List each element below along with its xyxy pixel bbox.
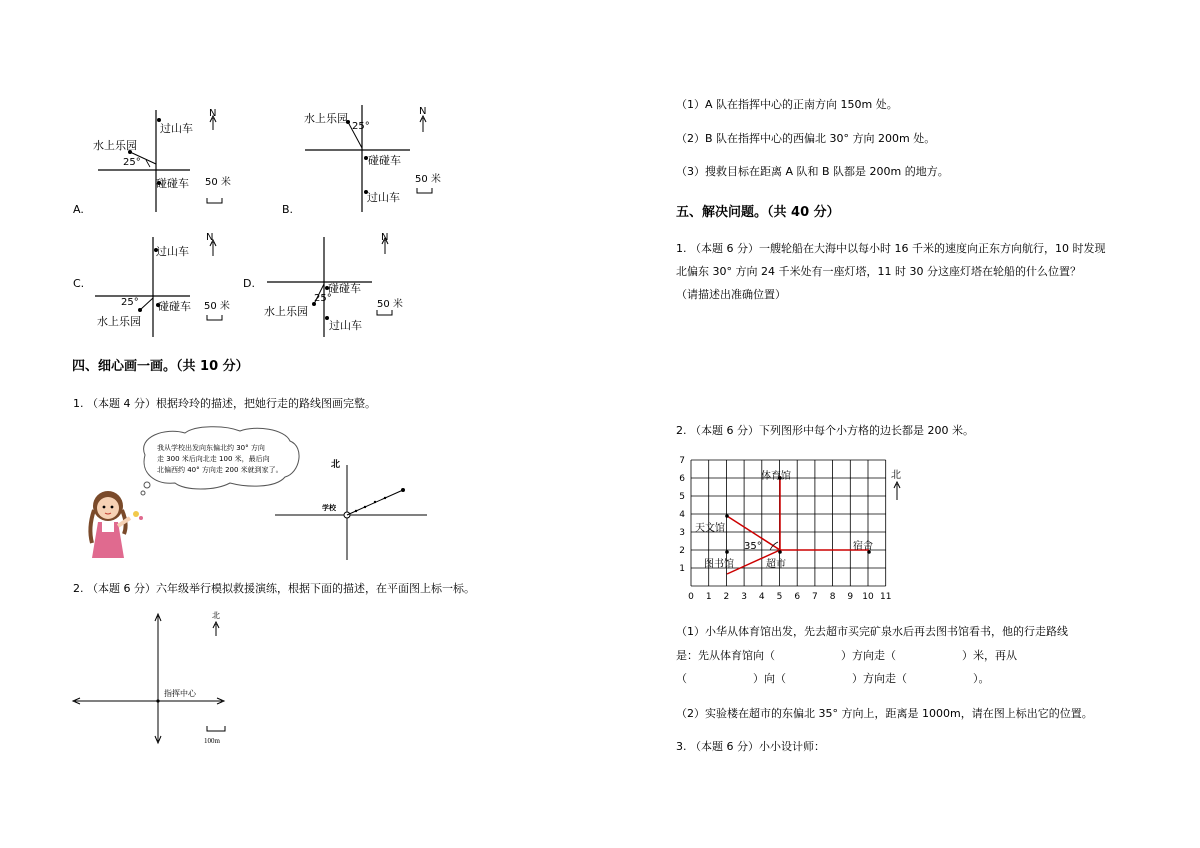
problem-1-line-2: 北偏东 30° 方向 24 千米处有一座灯塔，11 时 30 分这座灯塔在轮船的什么位置？	[676, 265, 1081, 278]
x-tick-label: 10	[862, 592, 874, 602]
x-tick-label: 2	[723, 592, 730, 602]
diagram-c-scale: 50 米	[204, 301, 230, 312]
diagram-a-bottom-label: 碰碰车	[156, 177, 189, 190]
x-tick-label: 7	[812, 592, 818, 602]
diagram-b-north: N	[419, 106, 427, 117]
bubble-line-1: 我从学校出发向东偏北约 30° 方向	[157, 444, 265, 452]
diagram-d-scale: 50 米	[377, 299, 403, 310]
x-tick-label: 4	[758, 592, 765, 602]
x-tick-label: 11	[879, 592, 892, 602]
question-4-1: 1. （本题 4 分）根据玲玲的描述，把她行走的路线图画完整。	[73, 397, 376, 410]
x-tick-label: 5	[776, 592, 783, 602]
x-tick-label: 9	[847, 592, 854, 602]
diagram-a-top-label: 过山车	[160, 122, 193, 135]
item-3: （3）搜救目标在距离 A 队和 B 队都是 200m 的地方。	[676, 165, 949, 178]
problem-3-text: 3. （本题 6 分）小小设计师：	[676, 740, 825, 753]
diagram-c-angle: 25°	[121, 297, 139, 308]
problem-2-sub2: （2）实验楼在超市的东偏北 35° 方向上，距离是 1000m，请在图上标出它的位置。	[676, 707, 1093, 720]
grid-north-label: 北	[891, 470, 901, 481]
y-tick-label: 6	[679, 474, 685, 484]
x-tick-label: 3	[741, 592, 747, 602]
x-tick-label: 8	[829, 592, 836, 602]
section-4-title: 四、细心画一画。（共 10 分）	[72, 359, 249, 374]
dorm-label: 宿舍	[853, 541, 873, 552]
item-1: （1）A 队在指挥中心的正南方向 150m 处。	[676, 98, 898, 111]
rescue-scale-label: 100m	[204, 737, 220, 745]
rescue-north-label: 北	[212, 611, 220, 620]
y-tick-label: 5	[679, 492, 685, 502]
problem-2-sub1-a: （1）小华从体育馆出发，先去超市买完矿泉水后再去图书馆看书，他的行走路线	[676, 625, 1068, 638]
diagram-a-left-label: 水上乐园	[93, 139, 137, 152]
section-5-title: 五、解决问题。（共 40 分）	[676, 205, 840, 220]
y-tick-label: 1	[679, 564, 685, 574]
route-north-label: 北	[331, 460, 341, 470]
route-school-label: 学校	[322, 504, 336, 512]
problem-1-line-1: 1. （本题 6 分）一艘轮船在大海中以每小时 16 千米的速度向正东方向航行，10 时发现	[676, 242, 1106, 255]
diagram-d-left-label: 水上乐园	[264, 305, 308, 318]
route-diagram	[270, 455, 440, 565]
diagram-c-right-label: 碰碰车	[158, 300, 191, 313]
x-tick-label: 0	[688, 592, 694, 602]
diagram-a	[90, 100, 260, 220]
y-tick-label: 4	[679, 510, 685, 520]
diagram-c-north: N	[206, 232, 214, 243]
problem-2-sub1-b: 是：先从体育馆向（ ）方向走（ ）米，再从	[676, 649, 1017, 662]
diagram-b-bottom-label: 过山车	[367, 191, 400, 204]
bubble-line-2: 走 300 米后向北走 100 米，最后向	[157, 455, 270, 463]
option-b-label: B.	[282, 203, 294, 216]
diagram-b-angle: 25°	[352, 121, 370, 132]
diagram-d-north: N	[381, 232, 389, 243]
x-tick-label: 1	[705, 592, 712, 602]
diagram-d-right-label: 碰碰车	[328, 282, 361, 295]
x-tick-label: 6	[794, 592, 801, 602]
angle-35-label: 35°	[744, 541, 762, 552]
diagram-b-top-label: 水上乐园	[304, 112, 348, 125]
problem-2-text: 2. （本题 6 分）下列图形中每个小方格的边长都是 200 米。	[676, 424, 974, 437]
diagram-c-top-label: 过山车	[156, 245, 189, 258]
diagram-a-north: N	[209, 108, 217, 119]
diagram-d-angle: 25°	[314, 293, 332, 304]
diagram-b-scale: 50 米	[415, 174, 441, 185]
y-tick-label: 7	[679, 456, 685, 466]
diagram-c-bottom-left-label: 水上乐园	[97, 315, 141, 328]
gym-label: 体育馆	[761, 471, 791, 482]
market-label: 超市	[766, 559, 786, 570]
rescue-diagram	[70, 608, 240, 748]
y-tick-label: 3	[679, 528, 685, 538]
option-a-label: A.	[73, 203, 84, 216]
bubble-line-3: 北偏西约 40° 方向走 200 米就到家了。	[157, 466, 283, 474]
problem-1-line-3: （请描述出准确位置）	[676, 288, 786, 301]
diagram-d-bottom-label: 过山车	[329, 319, 362, 332]
diagram-a-angle: 25°	[123, 157, 141, 168]
observatory-label: 天文馆	[695, 523, 725, 534]
diagram-b-right-label: 碰碰车	[368, 154, 401, 167]
option-c-label: C.	[73, 277, 85, 290]
problem-2-sub1-c: （ ）向（ ）方向走（ ）。	[676, 672, 990, 685]
question-4-2: 2. （本题 6 分）六年级举行模拟救援演练，根据下面的描述，在平面图上标一标。	[73, 582, 475, 595]
command-center-label: 指挥中心	[164, 689, 196, 698]
option-d-label: D.	[243, 277, 255, 290]
item-2: （2）B 队在指挥中心的西偏北 30° 方向 200m 处。	[676, 132, 936, 145]
library-label: 图书馆	[704, 559, 734, 570]
girl-illustration	[80, 488, 155, 563]
diagram-a-scale: 50 米	[205, 177, 231, 188]
y-tick-label: 2	[679, 546, 685, 556]
